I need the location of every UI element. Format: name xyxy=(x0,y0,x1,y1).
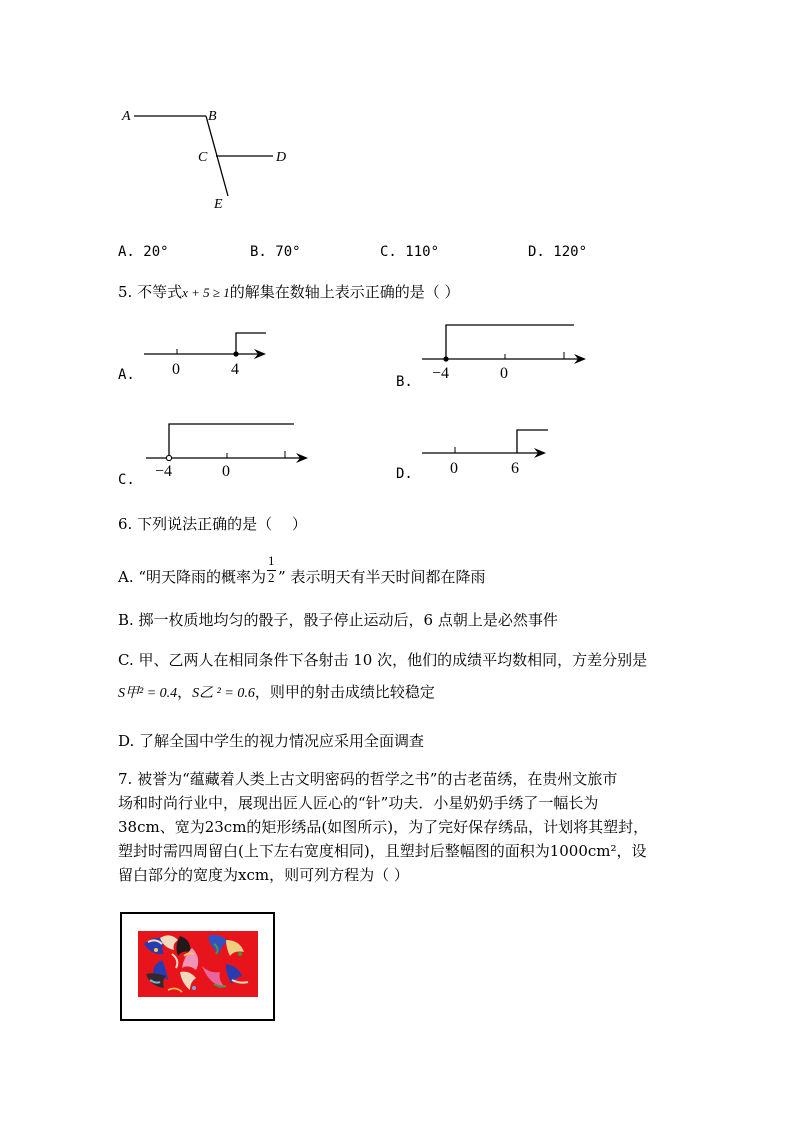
q4-option-d-letter: D. xyxy=(528,244,545,260)
point-label-b: B xyxy=(208,109,217,124)
point-label-c: C xyxy=(198,150,208,165)
q4-option-c-value: 110° xyxy=(405,244,440,260)
variance-jia: S甲² = 0.4 xyxy=(118,686,178,701)
q4-option-d[interactable] xyxy=(528,244,587,260)
solution-bracket xyxy=(517,430,548,453)
tick-label-4: 4 xyxy=(231,361,239,378)
tick-label-neg4: −4 xyxy=(432,365,450,382)
q4-option-a-letter: A. xyxy=(118,244,135,260)
q6-option-c-tail: ，则甲的射击成绩比较稳定 xyxy=(254,683,435,701)
tick-label-0: 0 xyxy=(500,365,508,382)
variance-yi: S乙 ² = 0.6 xyxy=(192,686,255,701)
q4-option-c-letter: C. xyxy=(380,244,397,260)
q4-option-b-letter: B. xyxy=(250,244,267,260)
fraction-numerator: 1 xyxy=(268,553,275,568)
q5-option-d-letter[interactable]: D. xyxy=(396,466,413,482)
tick-label-0: 0 xyxy=(172,361,180,378)
q7-line-4: 塑封时需四周留白(上下左右宽度相同)，且塑封后整幅图的面积为1000cm²，设 xyxy=(118,842,647,860)
q6-option-d[interactable]: D. 了解全国中学生的视力情况应采用全面调查 xyxy=(118,732,425,750)
q5-option-c-letter[interactable]: C. xyxy=(118,472,135,488)
q5-prefix: 5. 不等式 xyxy=(118,283,183,301)
solution-bracket xyxy=(236,333,266,354)
embroidery-picture-frame xyxy=(120,912,275,1021)
q4-option-b-value: 70° xyxy=(275,244,301,260)
solution-bracket xyxy=(169,424,294,455)
q4-figure xyxy=(118,100,318,220)
q5-option-c-numberline[interactable] xyxy=(142,418,317,483)
embroidery-artwork xyxy=(122,914,273,1019)
q6-option-c-line2[interactable] xyxy=(118,682,435,704)
tick-label-0: 0 xyxy=(222,463,230,480)
q7-line-2: 场和时尚行业中，展现出匠人匠心的“针”功夫．小星奶奶手绣了一幅长为 xyxy=(118,794,599,812)
q7-line-5: 留白部分的宽度为xcm，则可列方程为（ ） xyxy=(118,866,409,884)
q4-option-a-value: 20° xyxy=(143,244,169,260)
q4-option-c[interactable] xyxy=(380,244,439,260)
tick-label-neg4: −4 xyxy=(155,463,173,480)
q5-option-d-numberline[interactable] xyxy=(418,423,558,478)
fraction-denominator: 2 xyxy=(268,570,275,585)
q4-option-a[interactable] xyxy=(118,244,169,260)
q6-option-a-fraction xyxy=(266,553,278,587)
q6-option-a[interactable] xyxy=(118,553,486,587)
q5-option-a-numberline[interactable] xyxy=(140,325,275,380)
tick-label-6: 6 xyxy=(511,460,519,477)
q5-option-b-letter[interactable]: B. xyxy=(396,374,413,390)
q4-option-b[interactable] xyxy=(250,244,301,260)
point-label-e: E xyxy=(214,197,223,212)
point-label-d: D xyxy=(276,150,287,165)
q4-figure-svg xyxy=(118,100,318,220)
point-label-a: A xyxy=(122,109,131,124)
q5-option-a-letter[interactable]: A. xyxy=(118,367,135,383)
solution-bracket xyxy=(446,325,574,359)
q5-option-b-numberline[interactable] xyxy=(418,318,593,383)
separator: ， xyxy=(177,683,193,701)
q7-line-3: 38cm、宽为23cm的矩形绣品(如图所示)，为了完好保存绣品，计划将其塑封， xyxy=(118,818,649,836)
q5-suffix: 的解集在数轴上表示正确的是（ ） xyxy=(229,283,460,301)
q6-option-a-pre: A. “明天降雨的概率为 xyxy=(118,568,267,586)
tick-label-0: 0 xyxy=(450,460,458,477)
q7-line-1: 7. 被誉为“蕴藏着人类上古文明密码的哲学之书”的古老苗绣，在贵州文旅市 xyxy=(118,770,618,788)
endpoint-open xyxy=(166,455,171,460)
q6-stem: 6. 下列说法正确的是（ ） xyxy=(118,515,307,533)
q6-option-c-line1[interactable]: C. 甲、乙两人在相同条件下各射击 10 次，他们的成绩平均数相同，方差分别是 xyxy=(118,651,648,669)
q6-option-a-post: ” 表示明天有半天时间都在降雨 xyxy=(278,568,486,586)
q5-inequality: x + 5 ≥ 1 xyxy=(182,285,230,300)
q4-option-d-value: 120° xyxy=(553,244,588,260)
q5-stem xyxy=(118,282,460,303)
q6-option-b[interactable]: B. 掷一枚质地均匀的骰子，骰子停止运动后，6 点朝上是必然事件 xyxy=(118,611,558,629)
